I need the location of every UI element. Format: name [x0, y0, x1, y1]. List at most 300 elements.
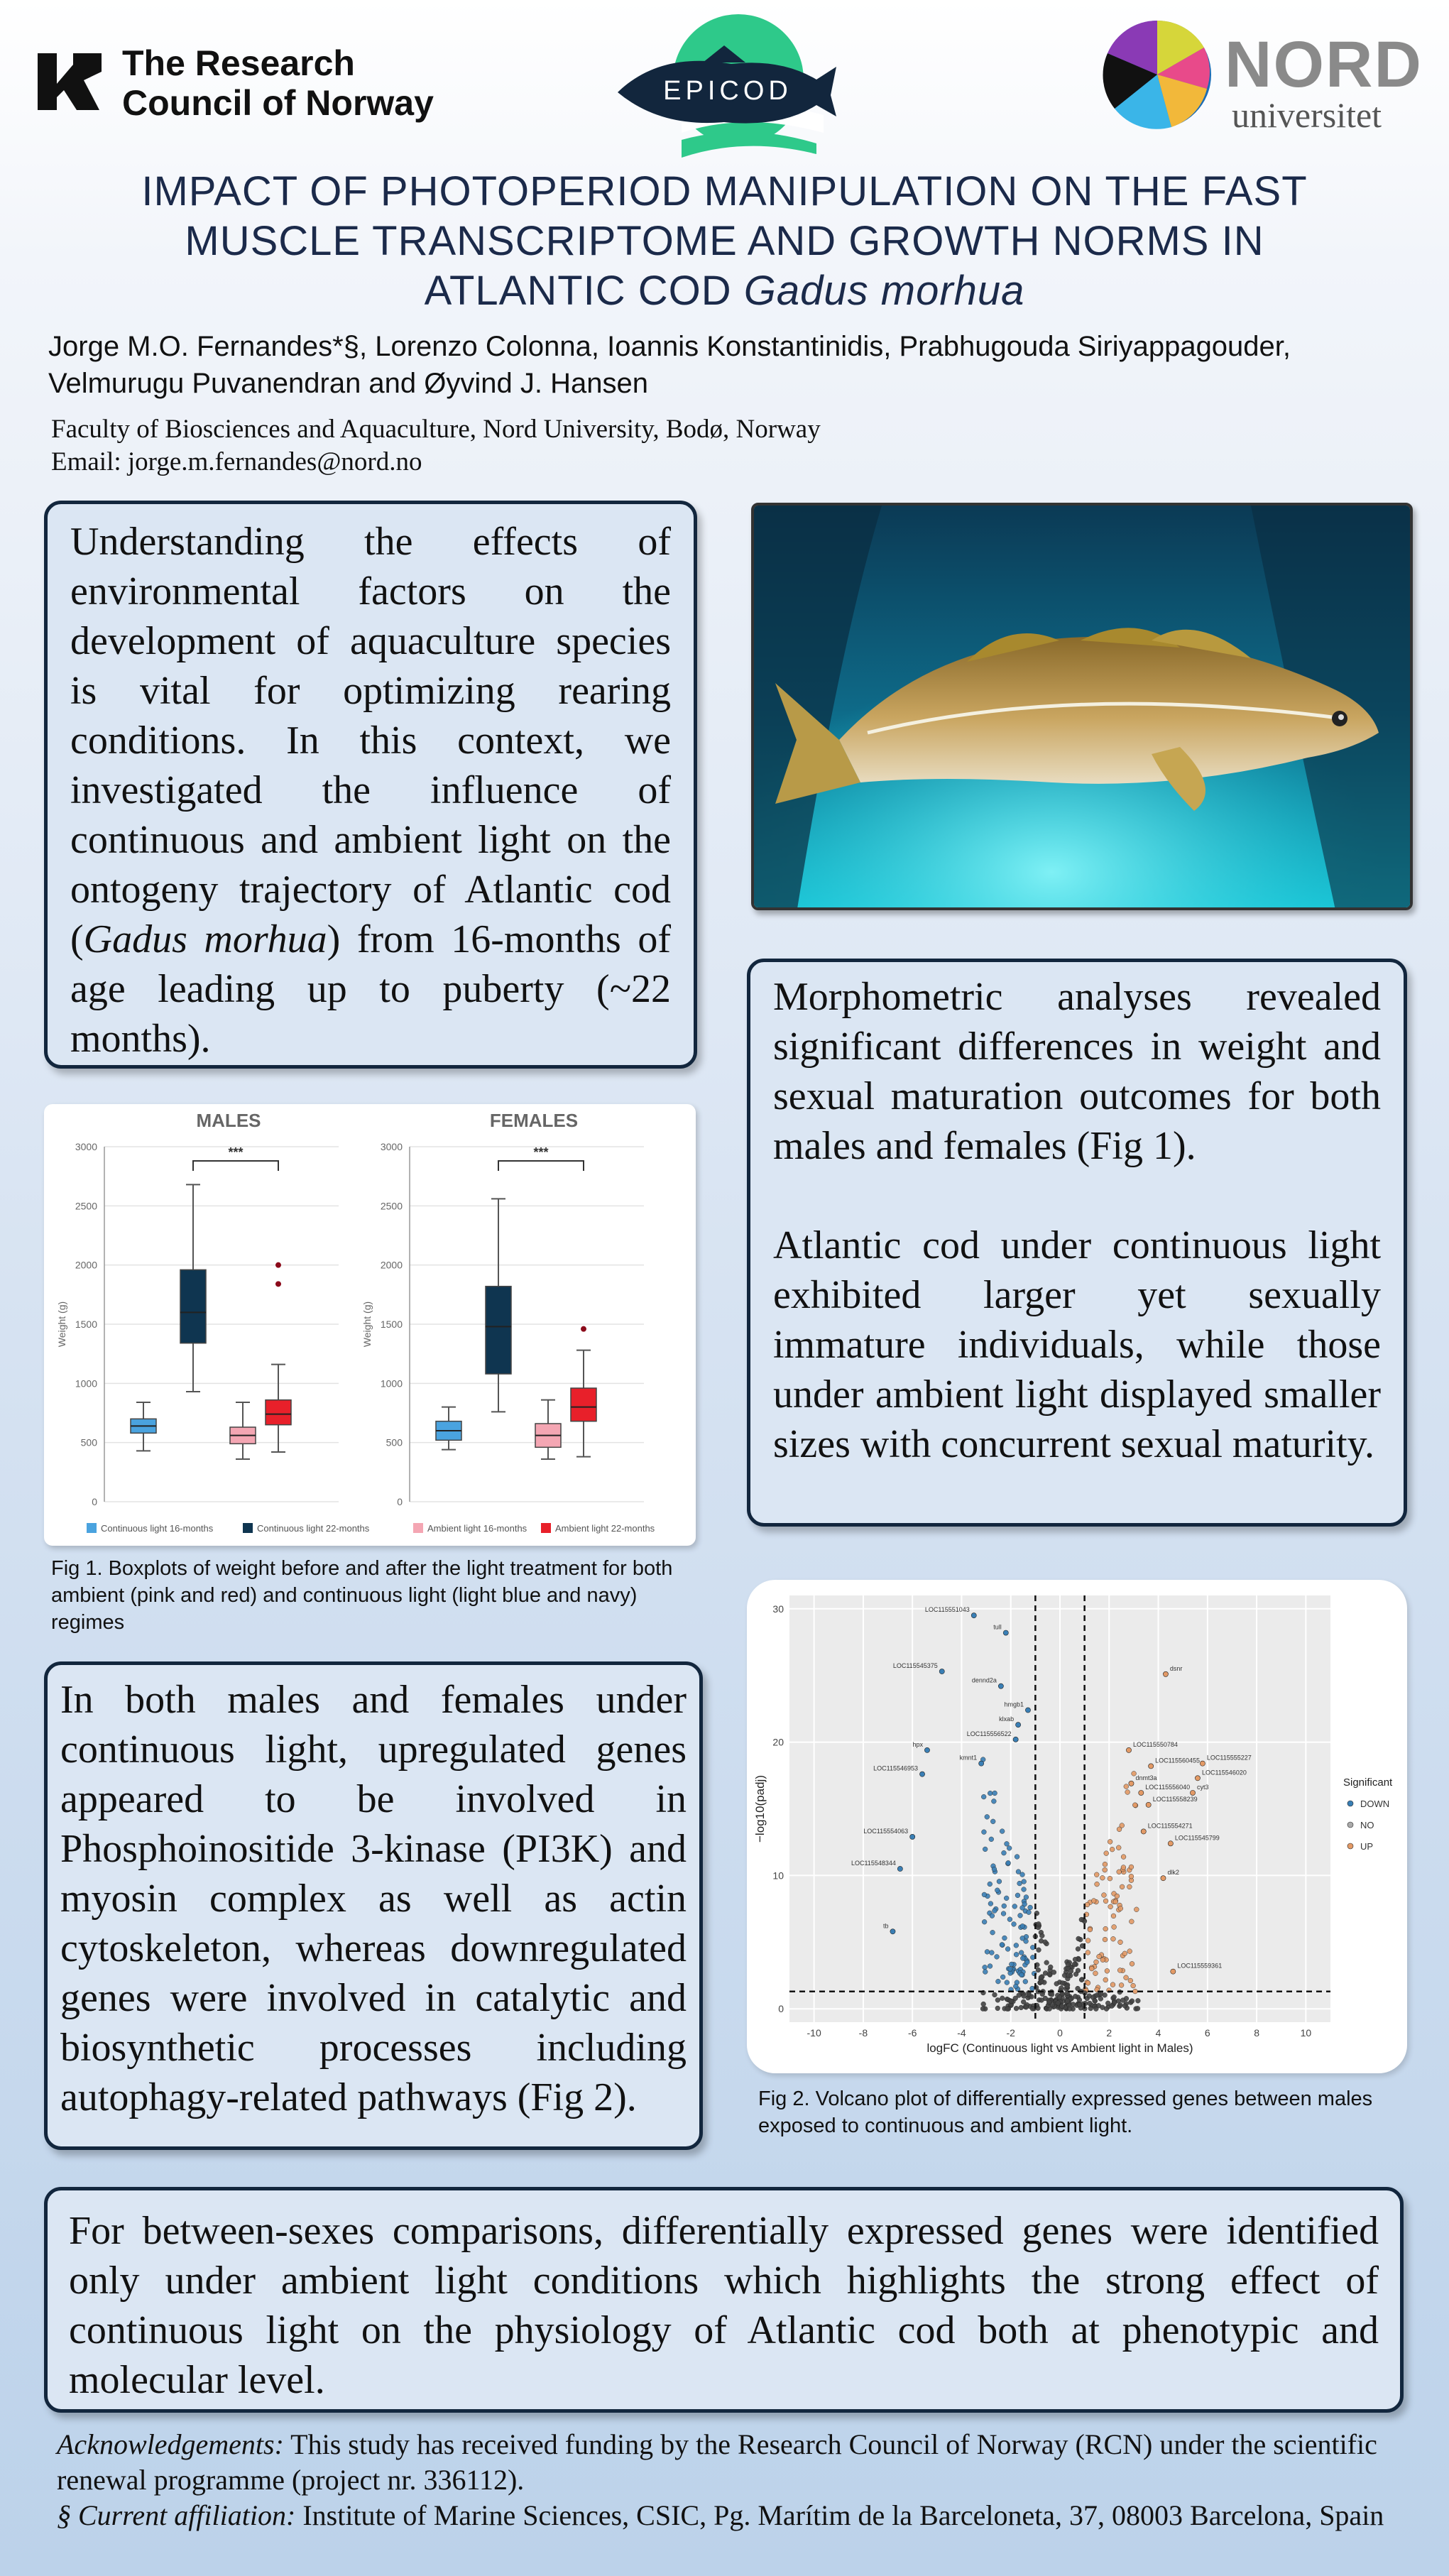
gene-point — [1121, 1855, 1126, 1860]
gene-point — [1039, 1979, 1044, 1984]
gene-point — [1005, 1947, 1010, 1952]
box-3 — [266, 1400, 291, 1425]
gene-point — [1132, 1803, 1137, 1808]
gene-point — [989, 1837, 994, 1842]
gene-point — [1017, 1881, 1022, 1886]
y-axis-label: −log10(padj) — [753, 1775, 767, 1843]
gene-point — [1129, 1874, 1134, 1879]
gene-point — [1124, 1975, 1129, 1980]
gene-point — [1103, 1926, 1108, 1931]
authors: Jorge M.O. Fernandes*§, Lorenzo Colonna, Ioannis Konstantinidis, Prabhugouda Siriyappagouder, Velmurugu Puvanendran and Øyvind J. Hansen — [48, 331, 1291, 399]
gene-point — [1028, 1905, 1033, 1910]
gene-point — [1119, 1982, 1124, 1987]
legend-label: DOWN — [1360, 1799, 1390, 1809]
gene-point — [1059, 1985, 1063, 1990]
gene-label: LOC115555227 — [1206, 1754, 1252, 1762]
gene-point — [1001, 1911, 1006, 1916]
email: Email: jorge.m.fernandes@nord.no — [51, 447, 422, 476]
x-tick-label: 8 — [1254, 2027, 1259, 2039]
gene-point — [1102, 1893, 1107, 1898]
gene-point — [989, 1950, 994, 1955]
gene-label: LOC115548344 — [851, 1860, 896, 1867]
gene-point — [1129, 1865, 1134, 1870]
labeled-gene-point — [1168, 1841, 1173, 1846]
gene-point — [1002, 1936, 1007, 1941]
nord-wheel-icon — [1100, 18, 1214, 131]
gene-label: dlk2 — [1167, 1869, 1179, 1877]
gene-point — [1105, 1968, 1110, 1973]
gene-point — [1118, 1940, 1123, 1945]
labeled-gene-point — [1126, 1747, 1131, 1752]
gene-point — [1014, 1943, 1019, 1948]
gene-point — [1065, 1999, 1070, 2004]
gene-point — [1129, 1919, 1134, 1924]
gene-point — [1100, 1875, 1105, 1880]
gene-point — [1015, 1855, 1019, 1860]
gene-point — [1000, 1996, 1005, 2001]
gene-point — [1000, 1943, 1005, 1948]
gene-point — [1023, 1979, 1028, 1984]
box-3 — [571, 1388, 596, 1421]
gene-point — [1002, 1904, 1007, 1909]
x-tick-label: 0 — [1057, 2027, 1063, 2039]
gene-point — [1036, 1968, 1041, 1972]
gene-label: dennd2a — [971, 1676, 997, 1684]
gene-point — [1098, 1997, 1103, 2002]
significance-bracket — [193, 1161, 278, 1171]
gene-point — [1005, 1841, 1010, 1846]
labeled-gene-point — [1200, 1761, 1205, 1766]
gene-point — [1103, 1867, 1108, 1872]
morphometric-box: Morphometric analyses revealed significant differences in weight and sexual maturation outcomes for both males and females (Fig 1). Atlantic cod under continuous light exhibited larger yet sexually immature individuals, while those under ambient light displayed smaller sizes with concurrent sexual maturity. — [747, 959, 1407, 1527]
legend-swatch — [87, 1523, 97, 1533]
y-tick-label: 2500 — [75, 1200, 97, 1212]
gene-point — [1103, 1899, 1108, 1904]
significance-label: *** — [533, 1145, 549, 1159]
gene-point — [1127, 1884, 1132, 1889]
legend-title: Significant — [1343, 1777, 1393, 1789]
gene-point — [1066, 1962, 1071, 1967]
gene-point — [1073, 1957, 1078, 1962]
gene-point — [1108, 1876, 1112, 1881]
gene-point — [1097, 1954, 1102, 1959]
labeled-gene-point — [1141, 1829, 1146, 1834]
gene-point — [1113, 1899, 1118, 1904]
x-tick-label: 10 — [1300, 2027, 1312, 2039]
gene-point — [1130, 1999, 1134, 2004]
gene-point — [1007, 1967, 1012, 1972]
gene-point — [1057, 1995, 1062, 2000]
y-tick-label: 1000 — [380, 1377, 403, 1390]
acknowledgements: Acknowledgements: This study has received funding by the Research Council of Norway (RCN) under the scientific renewal programme (project nr. 336112). § Current affiliation: Institute of Marine Sciences, CSIC, Pg. Marítim de la Barceloneta, 37, 08003 Barcelona, Spain — [57, 2428, 1384, 2531]
gene-label: hmgb1 — [1004, 1701, 1024, 1708]
figure-2-caption: Fig 2. Volcano plot of differentially expressed genes between males exposed to continuous and ambient light. — [758, 2087, 1373, 2137]
gene-point — [1112, 1925, 1117, 1930]
y-tick-label: 1500 — [380, 1319, 403, 1330]
gene-point — [1060, 1980, 1065, 1985]
gene-label: LOC115560455 — [1155, 1757, 1201, 1764]
labeled-gene-point — [1013, 1737, 1018, 1742]
y-tick-label: 1000 — [75, 1377, 97, 1390]
gene-point — [1133, 1989, 1138, 1994]
gene-point — [981, 1794, 986, 1799]
legend-label: NO — [1360, 1820, 1374, 1830]
x-tick-label: -10 — [806, 2027, 821, 2039]
gene-label: LOC115554063 — [863, 1827, 909, 1835]
gene-label: klxab — [999, 1715, 1015, 1723]
gene-point — [1103, 1862, 1108, 1867]
y-tick-label: 20 — [772, 1736, 784, 1748]
y-axis-label: Weight (g) — [361, 1301, 373, 1348]
gene-point — [995, 1954, 1000, 1959]
x-tick-label: -8 — [858, 2027, 868, 2039]
gene-point — [1060, 2004, 1065, 2009]
legend-label: UP — [1360, 1841, 1374, 1852]
gene-point — [1131, 1983, 1136, 1988]
gene-point — [1086, 1980, 1090, 1985]
gene-point — [1073, 1994, 1078, 1999]
gene-point — [1115, 1894, 1120, 1899]
gene-point — [997, 1879, 1002, 1884]
gene-point — [1019, 1972, 1024, 1977]
gene-point — [1005, 1980, 1010, 1985]
gene-point — [1022, 1879, 1027, 1884]
gene-point — [980, 2007, 985, 2012]
gene-point — [996, 1979, 1001, 1984]
gene-point — [1091, 1899, 1096, 1904]
labeled-gene-point — [971, 1613, 976, 1618]
gene-point — [1093, 1971, 1098, 1976]
legend-swatch — [1347, 1822, 1353, 1828]
gene-point — [1014, 2006, 1019, 2011]
gene-point — [1030, 2007, 1035, 2012]
nord-subtitle: universitet — [1232, 95, 1382, 135]
gene-point — [1087, 1994, 1092, 1999]
gene-point — [1005, 2007, 1010, 2012]
nord-wordmark: NORD — [1225, 28, 1423, 101]
epicod-text: EPICOD — [663, 76, 792, 106]
gene-point — [1027, 1910, 1032, 1915]
gene-point — [985, 1814, 990, 1819]
gene-point — [1044, 1960, 1049, 1965]
gene-point — [1076, 1936, 1081, 1941]
gene-point — [1108, 1904, 1113, 1909]
gene-point — [1019, 2005, 1024, 2010]
gene-point — [983, 1847, 988, 1852]
gene-point — [1007, 1917, 1012, 1922]
gene-point — [982, 1892, 987, 1897]
y-tick-label: 2000 — [75, 1259, 97, 1271]
gene-point — [1017, 1993, 1022, 1998]
gene-point — [1076, 1986, 1081, 1991]
y-tick-label: 3000 — [380, 1141, 403, 1152]
gene-point — [1130, 1961, 1134, 1966]
gene-point — [1040, 1992, 1045, 1997]
gene-point — [1047, 1972, 1052, 1977]
gene-point — [1135, 2006, 1140, 2011]
labeled-gene-point — [1161, 1876, 1166, 1881]
y-axis-label: Weight (g) — [56, 1301, 67, 1348]
gene-point — [1067, 2007, 1072, 2012]
gene-point — [1122, 1951, 1127, 1956]
panel-title: FEMALES — [489, 1110, 579, 1131]
labeled-gene-point — [1171, 1969, 1176, 1974]
gene-point — [1122, 2004, 1127, 2009]
labeled-gene-point — [1163, 1671, 1168, 1676]
labeled-gene-point — [919, 1772, 924, 1777]
gene-point — [988, 1964, 993, 1969]
gene-point — [1103, 1937, 1108, 1942]
gene-point — [1111, 1914, 1116, 1919]
gene-point — [1012, 1904, 1017, 1909]
gene-point — [1024, 2004, 1029, 2009]
gene-point — [1093, 1998, 1098, 2003]
gene-point — [1013, 1984, 1018, 1989]
gene-point — [1037, 1948, 1041, 1953]
gene-label: LOC115558239 — [1152, 1795, 1198, 1803]
gene-point — [990, 1914, 995, 1919]
gene-point — [1020, 1923, 1025, 1928]
gene-label: LOC115559361 — [1177, 1962, 1223, 1970]
gene-point — [993, 1992, 997, 1997]
gene-point — [1071, 2002, 1076, 2007]
gene-point — [1094, 1872, 1099, 1877]
gene-point — [1068, 1969, 1073, 1974]
gene-point — [1104, 2007, 1109, 2012]
gene-point — [1110, 1982, 1115, 1987]
gene-label: dnmt3a — [1135, 1774, 1157, 1781]
gene-point — [995, 2006, 1000, 2011]
gene-point — [1104, 1851, 1109, 1856]
affiliation: Faculty of Biosciences and Aquaculture, Nord University, Bodø, Norway Email: jorge.m.fernandes@nord.no — [51, 413, 821, 479]
legend-label: Continuous light 22-months — [257, 1523, 370, 1534]
figure-1 — [44, 1104, 696, 1546]
gene-label: tull — [993, 1623, 1002, 1631]
gene-point — [1046, 1999, 1051, 2004]
gene-point — [1086, 1938, 1090, 1943]
gene-point — [1116, 1845, 1121, 1850]
gene-point — [983, 1965, 988, 1970]
outlier-point — [275, 1262, 281, 1268]
x-axis-label: logFC (Continuous light vs Ambient light in Males) — [926, 2041, 1193, 2055]
gene-point — [1134, 1907, 1139, 1912]
gene-label: LOC115556522 — [966, 1730, 1012, 1737]
legend-label: Ambient light 16-months — [427, 1523, 527, 1534]
gene-point — [1024, 1960, 1029, 1965]
gene-label: dsnr — [1169, 1664, 1183, 1672]
figure-2 — [747, 1580, 1407, 2073]
gene-point — [1120, 1884, 1125, 1889]
gene-point — [1000, 1829, 1005, 1834]
legend-label: Continuous light 16-months — [101, 1523, 214, 1534]
poster-title — [71, 167, 1378, 316]
x-tick-label: -4 — [957, 2027, 966, 2039]
gene-point — [1110, 1847, 1115, 1852]
gene-label: LOC115550784 — [1132, 1740, 1178, 1748]
title-line-3: ATLANTIC COD Gadus morhua — [424, 268, 1025, 314]
boxplot-chart — [44, 1104, 696, 1546]
gene-point — [982, 1919, 987, 1924]
gene-point — [1077, 2002, 1082, 2007]
gene-point — [1100, 1958, 1105, 1963]
y-tick-label: 1500 — [75, 1319, 97, 1330]
gene-label: LOC115546953 — [873, 1764, 919, 1772]
gene-point — [1019, 1950, 1024, 1955]
gene-label: LOC115545799 — [1174, 1834, 1220, 1842]
gene-point — [1009, 1962, 1014, 1967]
x-tick-label: -2 — [1006, 2027, 1015, 2039]
title-line-2: MUSCLE TRANSCRIPTOME AND GROWTH NORMS IN — [185, 218, 1264, 264]
y-tick-label: 10 — [772, 1870, 784, 1882]
gene-point — [1004, 1896, 1009, 1901]
y-tick-label: 0 — [397, 1496, 403, 1507]
gene-point — [1020, 1956, 1025, 1961]
gene-point — [981, 2002, 986, 2007]
labeled-gene-point — [939, 1669, 944, 1674]
box-1 — [486, 1287, 511, 1374]
y-tick-label: 2000 — [380, 1259, 403, 1271]
gene-point — [990, 1819, 995, 1824]
gene-point — [1085, 1902, 1090, 1907]
gene-point — [982, 1830, 987, 1835]
gene-label: hpx — [912, 1740, 923, 1748]
rcn-logo — [34, 39, 446, 124]
significance-bracket — [498, 1161, 584, 1171]
rcn-mark-icon — [34, 45, 105, 116]
gene-point — [1110, 2004, 1115, 2009]
gene-point — [1125, 1790, 1130, 1795]
gene-point — [1117, 2002, 1122, 2007]
gene-point — [1079, 1977, 1084, 1982]
labeled-gene-point — [1149, 1764, 1154, 1769]
gene-point — [985, 1949, 990, 1954]
gene-label: kmnt1 — [959, 1754, 978, 1762]
intro-box: Understanding the effects of environmental factors on the development of aquaculture species is vital for optimizing rearing conditions. In this context, we investigated the influence of continuous and ambient light on the ontogeny trajectory of Atlantic cod (Gadus morhua) from 16-months of age leading up to puberty (~22 months). — [44, 501, 697, 1069]
x-tick-label: -6 — [907, 2027, 917, 2039]
gene-label: LOC115546020 — [1201, 1769, 1247, 1777]
gene-point — [1089, 1966, 1094, 1971]
y-tick-label: 500 — [386, 1436, 403, 1448]
gene-point — [990, 1930, 995, 1935]
gene-point — [1014, 1952, 1019, 1957]
gene-point — [1007, 1845, 1012, 1850]
gene-point — [995, 1997, 1000, 2002]
gene-point — [1043, 1940, 1048, 1945]
gene-point — [1094, 1960, 1099, 1965]
panel-title: MALES — [196, 1110, 261, 1131]
gene-point — [995, 1888, 1000, 1893]
gene-point — [1020, 1872, 1025, 1877]
gene-point — [1088, 1927, 1093, 1932]
labeled-gene-point — [1129, 1781, 1134, 1786]
labeled-gene-point — [1195, 1776, 1200, 1781]
gene-label: tb — [882, 1922, 889, 1930]
gene-point — [1062, 1973, 1067, 1978]
gene-point — [1000, 1975, 1005, 1980]
gene-point — [1103, 1977, 1108, 1982]
gene-point — [1022, 1887, 1027, 1892]
legend-swatch — [1347, 1843, 1353, 1849]
y-tick-label: 2500 — [380, 1200, 403, 1212]
labeled-gene-point — [1003, 1630, 1008, 1635]
gene-point — [1118, 1906, 1123, 1911]
nord-logo — [1100, 18, 1427, 135]
species-name: Gadus morhua — [743, 268, 1025, 314]
labeled-gene-point — [924, 1747, 929, 1752]
gene-point — [1128, 1978, 1133, 1983]
gene-point — [1039, 1933, 1044, 1938]
gene-point — [1117, 1968, 1122, 1973]
gene-point — [1006, 1860, 1011, 1865]
legend-swatch — [243, 1523, 253, 1533]
gene-point — [992, 1867, 997, 1872]
epicod-logo — [611, 9, 838, 179]
gene-point — [993, 1791, 997, 1796]
legend-swatch — [541, 1523, 551, 1533]
gene-point — [1020, 1906, 1025, 1911]
figure-1-caption: Fig 1. Boxplots of weight before and after the light treatment for both ambient (pink and red) and continuous light (light blue and navy) regimes — [51, 1557, 673, 1634]
gene-point — [993, 1909, 997, 1914]
gene-label: LOC115545375 — [892, 1662, 938, 1670]
gene-point — [1124, 1784, 1129, 1789]
gene-point — [1039, 1998, 1044, 2003]
transcriptome-box: In both males and females under continuous light, upregulated genes appeared to be involved in Phosphoinositide 3-kinase (PI3K) and myosin complex as well as actin cytoskeleton, whereas downregulated genes were involved in catalytic and biosynthetic processes including autophagy-related pathways (Fig 2). — [44, 1661, 703, 2150]
gene-label: cyt3 — [1197, 1783, 1209, 1791]
labeled-gene-point — [1139, 1790, 1144, 1795]
outlier-point — [275, 1281, 281, 1287]
cod-photo — [751, 503, 1413, 910]
rcn-logo-text: The Research Council of Norway — [122, 43, 434, 123]
labeled-gene-point — [979, 1761, 984, 1766]
gene-label: LOC115554271 — [1147, 1822, 1193, 1830]
gene-point — [1073, 1972, 1078, 1977]
y-tick-label: 500 — [80, 1436, 97, 1448]
gene-point — [1012, 1922, 1017, 1927]
gene-point — [1015, 1893, 1020, 1898]
labeled-gene-point — [897, 1866, 902, 1871]
gene-point — [1056, 2001, 1061, 2006]
gene-point — [1002, 1850, 1007, 1855]
gene-point — [991, 1799, 996, 1803]
labeled-gene-point — [1146, 1802, 1151, 1807]
gene-point — [988, 1901, 993, 1906]
gene-point — [1065, 1984, 1070, 1989]
gene-label: LOC115556040 — [1145, 1783, 1191, 1791]
gene-point — [1093, 2007, 1098, 2012]
gene-point — [1079, 1917, 1084, 1922]
y-tick-label: 0 — [92, 1496, 97, 1507]
labeled-gene-point — [890, 1929, 895, 1934]
significance-label: *** — [228, 1145, 244, 1159]
gene-point — [1036, 2006, 1041, 2011]
gene-point — [1009, 1999, 1014, 2004]
gene-point — [1111, 1936, 1116, 1941]
gene-point — [1121, 1865, 1126, 1870]
gene-point — [1095, 1882, 1100, 1887]
x-tick-label: 6 — [1204, 2027, 1210, 2039]
x-tick-label: 4 — [1155, 2027, 1161, 2039]
gene-point — [1127, 1949, 1132, 1954]
title-line-1: IMPACT OF PHOTOPERIOD MANIPULATION ON THE FAST — [141, 168, 1308, 214]
gene-point — [1120, 1998, 1125, 2003]
legend-swatch — [1347, 1801, 1353, 1806]
gene-point — [1086, 1950, 1090, 1955]
gene-point — [1022, 1994, 1027, 1999]
between-sexes-box: For between-sexes comparisons, differentially expressed genes were identified only under ambient light conditions which highlights the strong effect of continuous light on the physiology of Atlantic cod both at phenotypic and molecular level. — [44, 2187, 1404, 2413]
gene-point — [1048, 1965, 1053, 1970]
labeled-gene-point — [998, 1683, 1003, 1688]
gene-point — [1018, 1913, 1023, 1918]
